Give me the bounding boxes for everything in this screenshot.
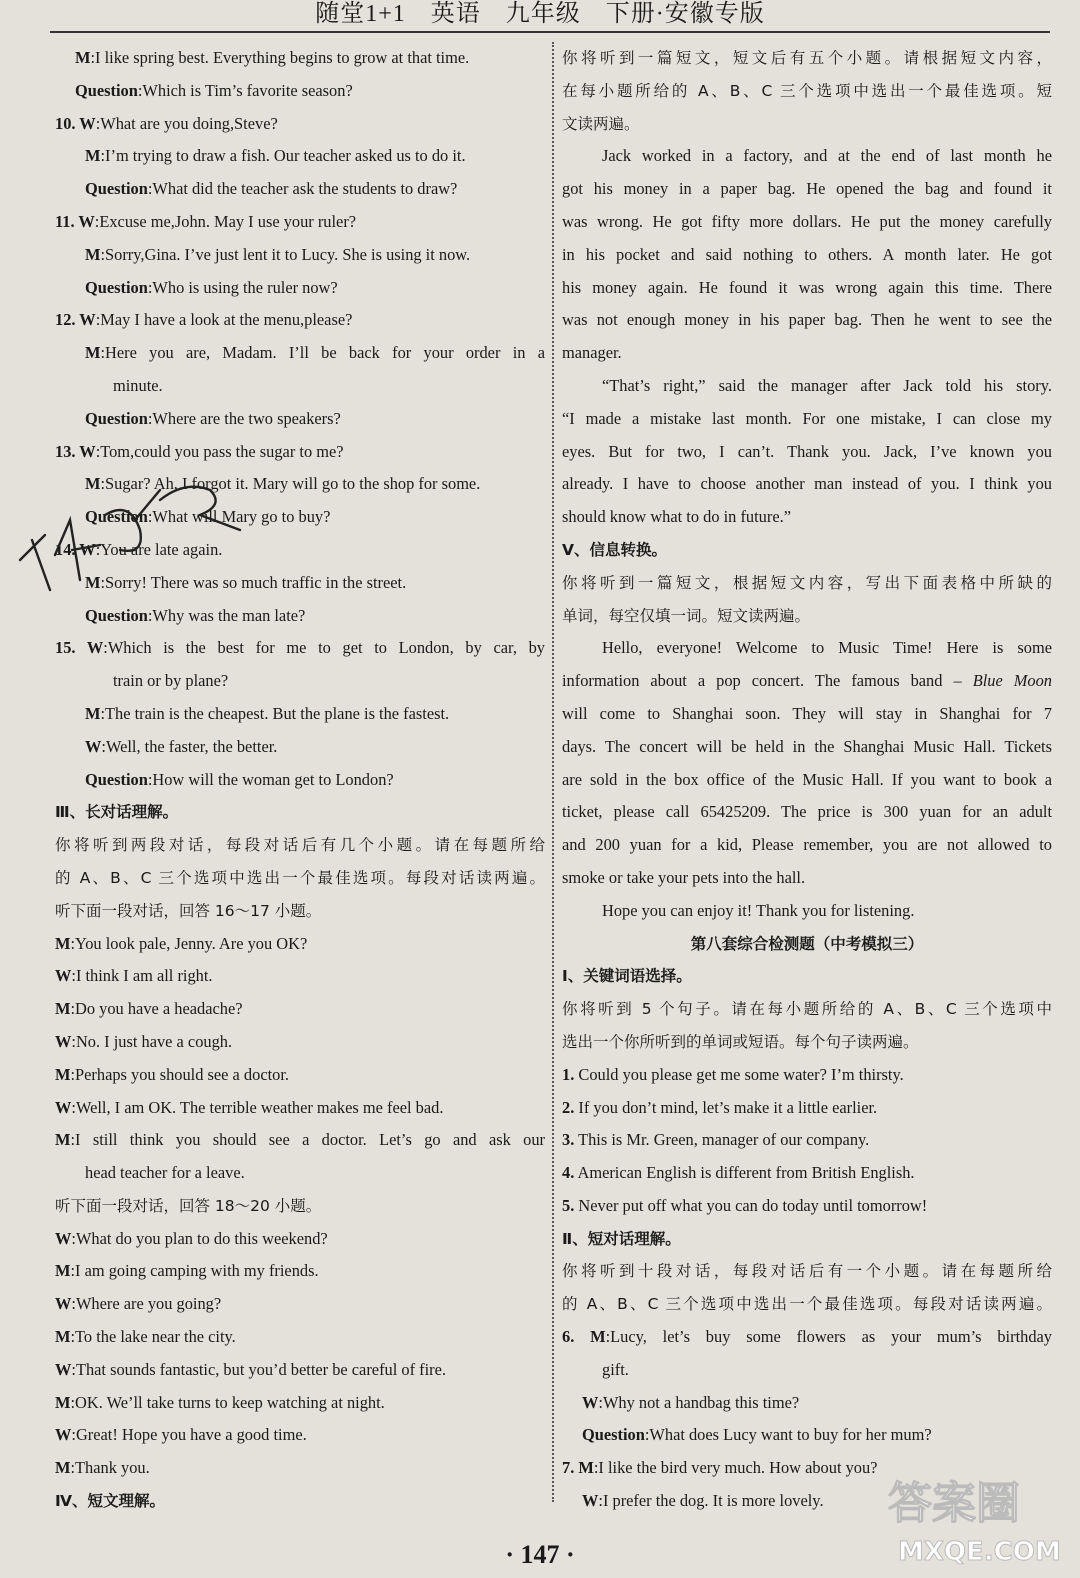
text-line	[55, 1190, 545, 1223]
running-header: 随堂1+1 英语 九年级 下册·安徽专版	[315, 1, 765, 27]
line-text: :To the lake near the city.	[70, 1327, 236, 1347]
speaker-label: M	[85, 244, 101, 264]
line-text: :What does Lucy want to buy for her mum?	[644, 1425, 932, 1445]
speaker-label: Question	[582, 1425, 645, 1445]
line-text: :Perhaps you should see a doctor.	[70, 1064, 289, 1084]
speaker-label: W	[55, 1228, 72, 1248]
text-line	[562, 1354, 1052, 1387]
text-line	[55, 304, 545, 337]
speaker-label: 14. W	[55, 539, 96, 559]
text-line	[55, 403, 545, 436]
text-line	[562, 665, 1052, 698]
text-line	[55, 731, 545, 764]
text-line	[562, 1059, 1052, 1092]
text-line	[562, 1026, 1052, 1059]
text-line	[55, 1387, 545, 1420]
speaker-label: 1.	[562, 1064, 575, 1084]
line-text: 你将听到一篇短文，根据短文内容，写出下面表格中所缺的	[562, 573, 1052, 592]
line-text: American English is different from British English.	[574, 1163, 915, 1183]
line-text: :You look pale, Jenny. Are you OK?	[70, 933, 308, 953]
line-text: :OK. We’ll take turns to keep watching at night.	[70, 1392, 385, 1412]
text-line	[55, 1124, 545, 1157]
speaker-label: M	[85, 474, 101, 494]
line-text: :Which is the best for me to get to London, by car, by	[103, 638, 545, 658]
speaker-label: M	[55, 1261, 71, 1281]
line-text: :I am going camping with my friends.	[70, 1261, 319, 1281]
line-text: :Great! Hope you have a good time.	[71, 1425, 307, 1445]
line-text: 在每小题所给的 A、B、C 三个选项中选出一个最佳选项。短	[562, 81, 1052, 100]
text-line	[562, 698, 1052, 731]
text-line	[55, 1059, 545, 1092]
text-line	[55, 796, 545, 829]
text-line	[562, 1288, 1052, 1321]
text-line	[55, 370, 545, 403]
speaker-label: Ⅴ、信息转换。	[562, 540, 667, 559]
line-text: :I like spring best. Everything begins to grow at that time.	[90, 48, 470, 67]
line-text: 选出一个你所听到的单词或短语。每个句子读两遍。	[562, 1032, 919, 1051]
text-line	[562, 468, 1052, 501]
column-divider	[552, 42, 554, 1502]
line-text: :Well, the faster, the better.	[101, 736, 278, 756]
watermark-logo	[880, 1460, 1070, 1570]
text-line	[55, 698, 545, 731]
text-line	[562, 993, 1052, 1026]
speaker-label: Question	[85, 179, 148, 199]
line-text: his money again. He found it was wrong again this time. There	[562, 277, 1052, 297]
text-line	[562, 1157, 1052, 1190]
line-text: should know what to do in future.”	[562, 507, 791, 527]
text-line	[562, 403, 1052, 436]
text-line	[562, 600, 1052, 633]
text-line	[562, 337, 1052, 370]
text-line	[562, 862, 1052, 895]
speaker-label: W	[582, 1491, 599, 1511]
speaker-label: Ⅰ、关键词语选择。	[562, 967, 692, 986]
line-text: :The train is the cheapest. But the plane is the fastest.	[100, 703, 450, 723]
text-line	[55, 1157, 545, 1190]
header-rule	[50, 31, 1050, 33]
speaker-label: 7. M	[562, 1458, 594, 1478]
line-text: :What do you plan to do this weekend?	[71, 1228, 328, 1248]
text-line	[55, 1223, 545, 1256]
line-text: :Excuse me,John. May I use your ruler?	[94, 211, 357, 231]
page-number: · 147 ·	[505, 1540, 575, 1569]
speaker-label: M	[55, 1130, 71, 1150]
line-text: was not enough money in his paper bag. Then he went to see the	[562, 310, 1052, 330]
text-line	[55, 140, 545, 173]
line-text: manager.	[562, 343, 622, 363]
text-line	[55, 1092, 545, 1125]
text-line	[562, 895, 1052, 928]
left-column	[55, 42, 545, 1518]
line-text: :Who is using the ruler now?	[147, 277, 338, 297]
speaker-label: M	[55, 933, 71, 953]
line-text: :Where are the two speakers?	[147, 408, 341, 428]
line-text: got his money in a paper bag. He opened the bag and found it	[562, 179, 1052, 199]
speaker-label: 11. W	[55, 211, 95, 231]
line-text: Hope you can enjoy it! Thank you for listening.	[602, 900, 915, 920]
text-line	[55, 960, 545, 993]
speaker-label: M	[85, 703, 101, 723]
line-text: 的 A、B、C 三个选项中选出一个最佳选项。每段对话读两遍。	[55, 868, 545, 887]
text-line	[562, 501, 1052, 534]
text-line	[55, 632, 545, 665]
line-text: :Do you have a headache?	[70, 999, 243, 1019]
line-text: :Sorry,Gina. I’ve just lent it to Lucy. She is using it now.	[100, 244, 471, 264]
watermark-brand: 答案圈	[888, 1478, 1020, 1529]
line-text: :Where are you going?	[71, 1294, 222, 1314]
speaker-label: M	[55, 1327, 71, 1347]
line-text: and 200 yuan for a kid, Please remember, you are not allowed to	[562, 835, 1052, 855]
text-line	[562, 239, 1052, 272]
line-text: :What did the teacher ask the students to draw?	[147, 179, 458, 199]
speaker-label: 第八套综合检测题（中考模拟三）	[690, 934, 924, 953]
line-text: 文读两遍。	[562, 114, 640, 133]
text-line	[562, 632, 1052, 665]
text-line	[55, 1452, 545, 1485]
text-line	[55, 1321, 545, 1354]
text-line	[562, 108, 1052, 141]
speaker-label: 5.	[562, 1195, 575, 1215]
speaker-label: M	[55, 999, 71, 1019]
speaker-label: 12. W	[55, 310, 96, 330]
line-text: :I’m trying to draw a fish. Our teacher asked us to do it.	[100, 146, 466, 166]
text-line	[562, 206, 1052, 239]
line-text: :What are you doing,Steve?	[95, 113, 278, 133]
line-text: If you don’t mind, let’s make it a little earlier.	[574, 1097, 878, 1117]
speaker-label: M	[85, 146, 101, 166]
line-text: :Sorry! There was so much traffic in the street.	[100, 572, 407, 592]
speaker-label: M	[75, 48, 91, 67]
text-line	[55, 862, 545, 895]
text-line	[562, 960, 1052, 993]
line-text: “That’s right,” said the manager after Jack told his story.	[602, 375, 1052, 395]
text-line	[55, 895, 545, 928]
line-text: already. I have to choose another man instead of you. I think you	[562, 474, 1052, 494]
speaker-label: W	[55, 1294, 72, 1314]
watermark-url: MXQE.COM	[898, 1537, 1061, 1567]
line-text: 你将听到十段对话，每段对话后有一个小题。请在每题所给	[562, 1262, 1052, 1281]
line-text: will come to Shanghai soon. They will stay in Shanghai for 7	[562, 703, 1052, 723]
text-line	[55, 993, 545, 1026]
line-text: :How will the woman get to London?	[147, 769, 394, 789]
speaker-label: 10. W	[55, 113, 96, 133]
line-text: :I prefer the dog. It is more lovely.	[598, 1491, 824, 1511]
text-line	[55, 1255, 545, 1288]
speaker-label: 2.	[562, 1097, 575, 1117]
right-column	[562, 42, 1052, 1518]
line-text: ticket, please call 65425209. The price is 300 yuan for an adult	[562, 802, 1052, 822]
line-text: :Why not a handbag this time?	[598, 1392, 800, 1412]
line-text: in his pocket and said nothing to others. A month later. He got	[562, 244, 1052, 264]
text-line	[55, 337, 545, 370]
text-line	[562, 75, 1052, 108]
text-line	[55, 1026, 545, 1059]
text-line	[562, 1321, 1052, 1354]
text-line	[562, 928, 1052, 961]
text-line	[562, 1092, 1052, 1125]
text-line	[55, 75, 545, 108]
text-line	[55, 764, 545, 797]
speaker-label: Ⅲ、长对话理解。	[55, 803, 179, 822]
line-text: :Here you are, Madam. I’ll be back for your order in a	[100, 343, 545, 363]
line-text: was wrong. He got fifty more dollars. He put the money carefully	[562, 211, 1052, 231]
text-line	[562, 173, 1052, 206]
line-text: 听下面一段对话，回答 18～20 小题。	[55, 1196, 322, 1215]
speaker-label: Ⅳ、短文理解。	[55, 1492, 166, 1511]
text-line	[55, 1288, 545, 1321]
line-text: 单词，每空仅填一词。短文读两遍。	[562, 606, 811, 625]
line-text: :Why was the man late?	[147, 605, 306, 625]
text-line	[562, 1190, 1052, 1223]
text-line	[55, 272, 545, 305]
line-text: 听下面一段对话，回答 16～17 小题。	[55, 901, 322, 920]
line-text: head teacher for a leave.	[85, 1163, 245, 1183]
line-text: :Tom,could you pass the sugar to me?	[95, 441, 344, 461]
line-text: This is Mr. Green, manager of our company.	[574, 1130, 870, 1150]
text-line	[55, 1485, 545, 1518]
speaker-label: M	[85, 572, 101, 592]
line-text: 你将听到一篇短文，短文后有五个小题。请根据短文内容，	[562, 49, 1052, 67]
text-line	[55, 42, 545, 75]
line-text: Never put off what you can do today until tomorrow!	[574, 1195, 928, 1215]
speaker-label: Question	[85, 769, 148, 789]
text-line	[562, 304, 1052, 337]
line-text: :You are late again.	[95, 539, 223, 559]
text-line	[562, 764, 1052, 797]
speaker-label: W	[55, 1425, 72, 1445]
text-line	[562, 1387, 1052, 1420]
line-text: are sold in the box office of the Music Hall. If you want to book a	[562, 769, 1052, 789]
text-line	[562, 796, 1052, 829]
text-line	[55, 173, 545, 206]
text-line	[562, 534, 1052, 567]
text-line	[562, 1255, 1052, 1288]
line-text: 你将听到两段对话，每段对话后有几个小题。请在每题所给	[55, 836, 545, 855]
text-line	[55, 928, 545, 961]
handwriting-scribble	[10, 460, 250, 610]
text-line	[562, 436, 1052, 469]
line-text: :I like the bird very much. How about you?	[593, 1458, 878, 1478]
line-text: :I think I am all right.	[71, 966, 213, 986]
line-text: :Sugar? Ah, I forgot it. Mary will go to the shop for some.	[100, 474, 481, 494]
line-text: Jack worked in a factory, and at the end of last month he	[602, 146, 1052, 166]
text-line	[55, 239, 545, 272]
line-text: :Thank you.	[70, 1458, 150, 1478]
text-line	[562, 829, 1052, 862]
line-text: “I made a mistake last month. For one mistake, I can close my	[562, 408, 1052, 428]
speaker-label: 13. W	[55, 441, 96, 461]
speaker-label: Question	[85, 408, 148, 428]
speaker-label: W	[55, 1031, 72, 1051]
line-text: Could you please get me some water? I’m thirsty.	[574, 1064, 904, 1084]
line-text: :May I have a look at the menu,please?	[95, 310, 353, 330]
speaker-label: Ⅱ、短对话理解。	[562, 1229, 681, 1248]
speaker-label: M	[55, 1064, 71, 1084]
line-text: :I still think you should see a doctor. Let’s go and ask our	[70, 1130, 545, 1150]
line-text: eyes. But for two, I can’t. Thank you. Jack, I’ve known you	[562, 441, 1052, 461]
speaker-label: Question	[85, 507, 148, 527]
line-text: Hello, everyone! Welcome to Music Time! Here is some	[602, 638, 1052, 658]
line-text: days. The concert will be held in the Shanghai Music Hall. Tickets	[562, 736, 1052, 756]
speaker-label: W	[55, 1097, 72, 1117]
text-line	[55, 206, 545, 239]
text-line	[562, 1223, 1052, 1256]
speaker-label: M	[55, 1392, 71, 1412]
speaker-label: Question	[75, 80, 138, 100]
line-text: gift.	[602, 1359, 629, 1379]
line-text: train or by plane?	[113, 671, 229, 691]
speaker-label: W	[582, 1392, 599, 1412]
speaker-label: M	[55, 1458, 71, 1478]
text-line	[55, 829, 545, 862]
line-text: :Which is Tim’s favorite season?	[137, 80, 353, 100]
text-line	[562, 1124, 1052, 1157]
speaker-label: W	[85, 736, 102, 756]
line-text: smoke or take your pets into the hall.	[562, 867, 806, 887]
speaker-label: Question	[85, 605, 148, 625]
speaker-label: 3.	[562, 1130, 575, 1150]
text-line	[55, 1419, 545, 1452]
speaker-label: W	[55, 966, 72, 986]
speaker-label: 15. W	[55, 638, 104, 658]
line-text: 的 A、B、C 三个选项中选出一个最佳选项。每段对话读两遍。	[562, 1295, 1052, 1314]
line-text: :Lucy, let’s buy some flowers as your mum’s birthday	[605, 1327, 1052, 1347]
speaker-label: 6. M	[562, 1327, 606, 1347]
line-text: minute.	[113, 375, 163, 395]
line-text: :What will Mary go to buy?	[147, 507, 331, 527]
text-line	[55, 665, 545, 698]
text-line	[562, 370, 1052, 403]
text-line	[562, 140, 1052, 173]
text-line	[562, 567, 1052, 600]
text-line	[562, 1419, 1052, 1452]
line-text: :No. I just have a cough.	[71, 1031, 233, 1051]
speaker-label: W	[55, 1359, 72, 1379]
line-text: :That sounds fantastic, but you’d better be careful of fire.	[71, 1359, 446, 1379]
speaker-label: Question	[85, 277, 148, 297]
speaker-label: 4.	[562, 1163, 575, 1183]
text-line	[55, 1354, 545, 1387]
line-text: information about a pop concert. The famous band –	[562, 671, 973, 691]
speaker-label: M	[85, 343, 101, 363]
text-line	[562, 42, 1052, 75]
text-line	[562, 272, 1052, 305]
line-text: 你将听到 5 个句子。请在每小题所给的 A、B、C 三个选项中	[562, 1000, 1052, 1019]
line-text: :Well, I am OK. The terrible weather makes me feel bad.	[71, 1097, 444, 1117]
line-text: Blue Moon	[972, 671, 1053, 691]
text-line	[55, 108, 545, 141]
text-line	[562, 731, 1052, 764]
